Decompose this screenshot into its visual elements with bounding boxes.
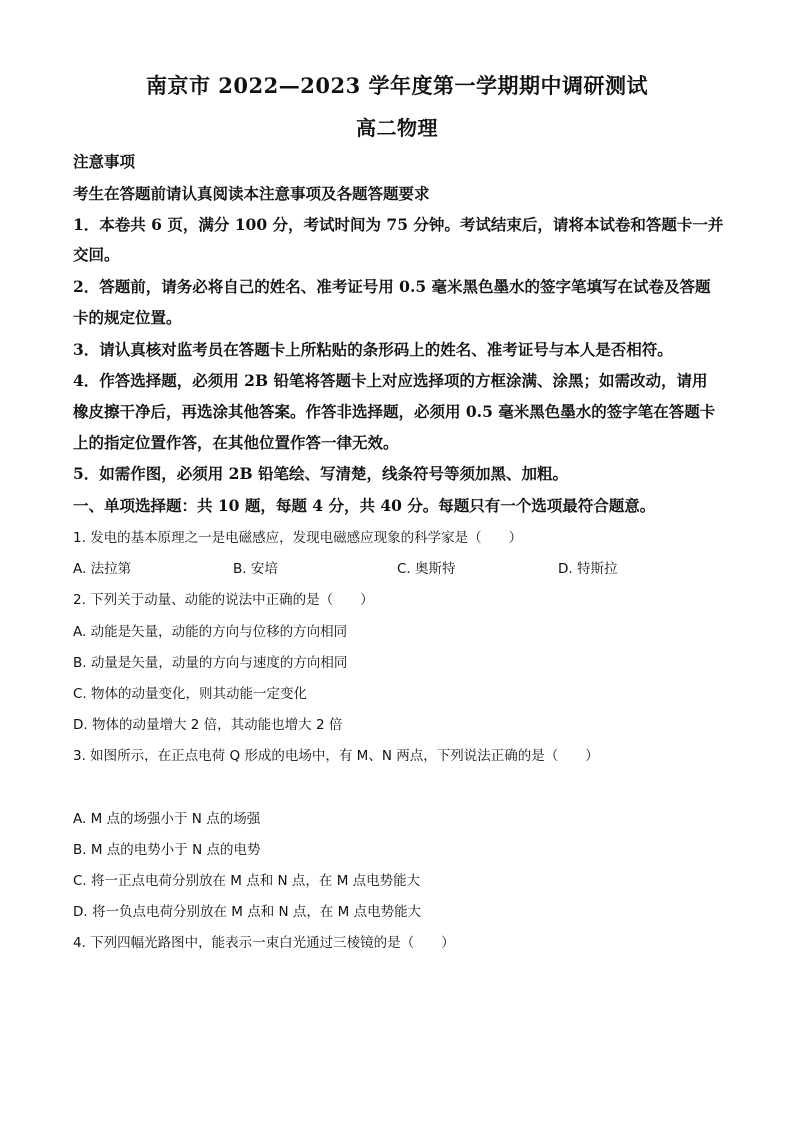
q3-figure-area — [73, 770, 723, 798]
q1-option-c: C. 奥斯特 — [397, 561, 456, 577]
q3-option-b: B. M 点的电势小于 N 点的电势 — [73, 842, 261, 858]
q3-stem: 3. 如图所示，在正点电荷 Q 形成的电场中，有 M、N 两点，下列说法正确的是（ ） — [73, 748, 599, 764]
q2-option-a: A. 动能是矢量，动能的方向与位移的方向相同 — [73, 624, 348, 640]
q2-option-c: C. 物体的动量变化，则其动能一定变化 — [73, 686, 308, 702]
notice-item-4-line-3: 上的指定位置作答，在其他位置作答一律无效。 — [73, 433, 399, 452]
notice-item-2-line-1: 2．答题前，请务必将自己的姓名、准考证号用 0.5 毫米黑色墨水的签字笔填写在试卷及答题 — [73, 277, 711, 296]
notice-item-5: 5．如需作图，必须用 2B 铅笔绘、写清楚，线条符号等须加黑、加粗。 — [73, 464, 568, 483]
q1-option-a: A. 法拉第 — [73, 561, 132, 577]
q3-option-c: C. 将一正点电荷分别放在 M 点和 N 点，在 M 点电势能大 — [73, 873, 421, 889]
q1-option-d: D. 特斯拉 — [558, 561, 618, 577]
q1-option-b: B. 安培 — [233, 561, 278, 577]
notice-item-1-line-2: 交回。 — [73, 245, 120, 264]
q2-stem: 2. 下列关于动量、动能的说法中正确的是（ ） — [73, 592, 374, 608]
notice-item-2-line-2: 卡的规定位置。 — [73, 308, 182, 327]
q4-stem: 4. 下列四幅光路图中，能表示一束白光通过三棱镜的是（ ） — [73, 935, 455, 951]
exam-subtitle: 高二物理 — [356, 116, 438, 140]
q3-option-d: D. 将一负点电荷分别放在 M 点和 N 点，在 M 点电势能大 — [73, 904, 422, 920]
notice-intro: 考生在答题前请认真阅读本注意事项及各题答题要求 — [73, 184, 430, 203]
notice-item-1-line-1: 1．本卷共 6 页，满分 100 分，考试时间为 75 分钟。考试结束后，请将本试卷和答题卡一并 — [73, 215, 724, 234]
exam-title: 南京市 2022—2023 学年度第一学期期中调研测试 — [145, 73, 648, 98]
notice-item-4-line-2: 橡皮擦干净后，再选涂其他答案。作答非选择题，必须用 0.5 毫米黑色墨水的签字笔在答题卡 — [73, 402, 716, 421]
notice-item-3: 3．请认真核对监考员在答题卡上所粘贴的条形码上的姓名、准考证号与本人是否相符。 — [73, 340, 673, 359]
q2-option-d: D. 物体的动量增大 2 倍，其动能也增大 2 倍 — [73, 717, 343, 733]
notice-heading: 注意事项 — [73, 152, 136, 171]
q2-option-b: B. 动量是矢量，动量的方向与速度的方向相同 — [73, 655, 348, 671]
q1-stem: 1. 发电的基本原理之一是电磁感应，发现电磁感应现象的科学家是（ ） — [73, 530, 523, 546]
q3-option-a: A. M 点的场强小于 N 点的场强 — [73, 811, 261, 827]
section-1-heading: 一、单项选择题：共 10 题，每题 4 分，共 40 分。每题只有一个选项最符合题意。 — [73, 496, 656, 515]
notice-item-4-line-1: 4．作答选择题，必须用 2B 铅笔将答题卡上对应选择项的方框涂满、涂黑；如需改动，请用 — [73, 371, 708, 390]
